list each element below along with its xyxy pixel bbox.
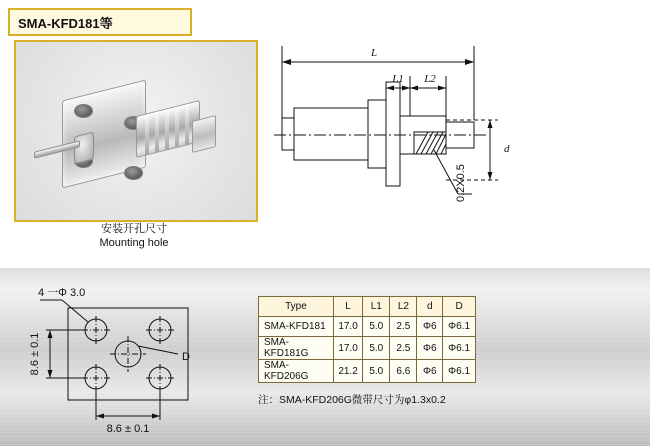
cell-L1: 5.0 [363, 360, 390, 383]
flange-hole-icon [124, 166, 143, 180]
flange-hole-icon [74, 104, 93, 118]
hole-dia-label: D [182, 351, 190, 363]
cell-L: 17.0 [333, 337, 362, 360]
col-d: d [417, 297, 443, 317]
hole-count-label: 4 一Φ 3.0 [38, 287, 86, 299]
spec-table [258, 296, 476, 383]
cell-L2: 2.5 [390, 317, 417, 337]
photo-caption [14, 222, 254, 250]
col-L2: L2 [390, 297, 417, 317]
table-note: 注：SMA-KFD206G微带尺寸为φ1.3x0.2 [258, 394, 446, 406]
connector-tip-shape [192, 115, 216, 153]
col-L: L [333, 297, 362, 317]
cell-L: 21.2 [333, 360, 362, 383]
dim-L-label: L [370, 47, 378, 59]
product-photo-panel [14, 40, 258, 222]
cell-L1: 5.0 [363, 317, 390, 337]
part-title-box [8, 8, 192, 36]
barrel-ring [175, 106, 179, 147]
thread-spec-label: 0.2X0.5 [455, 164, 467, 202]
photo-caption-en: Mounting hole [99, 237, 169, 249]
technical-drawing-svg [258, 24, 638, 274]
cell-D: Φ6.1 [443, 360, 476, 383]
cell-D: Φ6.1 [443, 337, 476, 360]
cell-L2: 2.5 [390, 337, 417, 360]
photo-caption-cn: 安装开孔尺寸 [101, 223, 167, 235]
cell-d: Φ6 [417, 317, 443, 337]
cell-d: Φ6 [417, 360, 443, 383]
col-type: Type [259, 297, 334, 317]
barrel-ring [155, 111, 159, 152]
barrel-ring [165, 109, 169, 150]
mounting-hole-svg [20, 278, 240, 438]
cell-L1: 5.0 [363, 337, 390, 360]
table-header-row [259, 297, 476, 317]
cell-L: 17.0 [333, 317, 362, 337]
table-row [259, 360, 476, 383]
technical-drawing [258, 24, 638, 274]
cell-type: SMA-KFD206G [259, 360, 334, 383]
cell-L2: 6.6 [390, 360, 417, 383]
mounting-hole-drawing [20, 278, 240, 438]
page-title: SMA-KFD181等 [18, 15, 113, 31]
dim-L1-label: L1 [392, 73, 404, 85]
sma-connector-photo [16, 42, 256, 220]
dim-L2-label: L2 [424, 73, 436, 85]
col-L1: L1 [363, 297, 390, 317]
cell-D: Φ6.1 [443, 317, 476, 337]
cell-type: SMA-KFD181 [259, 317, 334, 337]
pitch-vertical-label: 8.6 ± 0.1 [29, 332, 41, 376]
barrel-ring [145, 114, 149, 155]
table-row [259, 317, 476, 337]
table-row [259, 337, 476, 360]
barrel-ring [185, 104, 189, 145]
dim-d-label: d [504, 143, 510, 155]
col-D: D [443, 297, 476, 317]
pitch-horizontal-label: 8.6 ± 0.1 [106, 423, 150, 435]
cell-type: SMA-KFD181G [259, 337, 334, 360]
cell-d: Φ6 [417, 337, 443, 360]
